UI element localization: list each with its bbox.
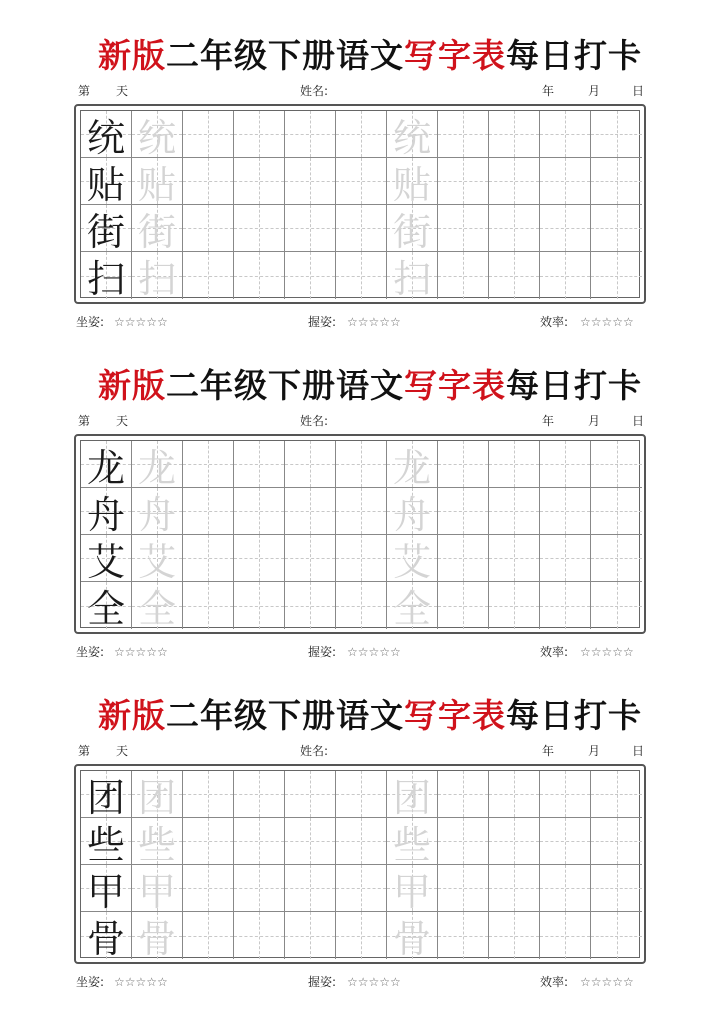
grid-cell[interactable] xyxy=(285,205,336,252)
writing-grid-frame xyxy=(74,434,646,634)
grid-cell[interactable] xyxy=(336,205,387,252)
grid-cell[interactable] xyxy=(183,441,234,488)
year-label: 年 xyxy=(542,744,555,758)
model-character: 龙 xyxy=(86,445,125,490)
grid-cell[interactable] xyxy=(132,818,183,865)
info-line xyxy=(0,413,720,429)
posture-label: 坐姿: xyxy=(76,315,105,329)
day-label: 日 xyxy=(632,744,645,758)
trace-character: 全 xyxy=(137,587,176,631)
section-title xyxy=(60,30,680,82)
trace-character: 扫 xyxy=(392,257,431,301)
grid-cell[interactable] xyxy=(540,252,591,299)
grid-cell[interactable] xyxy=(234,252,285,299)
grid-cell[interactable] xyxy=(336,771,387,818)
model-character: 街 xyxy=(86,209,125,254)
grid-cell[interactable] xyxy=(336,912,387,959)
model-character: 骨 xyxy=(86,917,125,961)
grid-cell[interactable] xyxy=(489,252,540,299)
grid-cell[interactable] xyxy=(183,535,234,582)
grid-cell[interactable] xyxy=(489,111,540,158)
grid-cell[interactable] xyxy=(540,582,591,629)
trace-character: 甲 xyxy=(137,869,176,914)
grid-cell[interactable] xyxy=(540,771,591,818)
grid-cell[interactable] xyxy=(591,771,642,818)
grid-cell[interactable] xyxy=(591,865,642,912)
day-label: 日 xyxy=(632,84,645,98)
grid-cell[interactable] xyxy=(81,865,132,912)
grid-cell[interactable] xyxy=(183,111,234,158)
grid-cell[interactable] xyxy=(387,158,438,205)
grid-cell[interactable] xyxy=(285,111,336,158)
grid-cell[interactable] xyxy=(285,818,336,865)
writing-grid xyxy=(80,770,640,961)
grid-cell[interactable] xyxy=(234,865,285,912)
grid-cell[interactable] xyxy=(540,488,591,535)
grid-cell[interactable] xyxy=(591,535,642,582)
grid-cell[interactable] xyxy=(285,865,336,912)
writing-grid xyxy=(80,110,640,301)
grid-cell[interactable] xyxy=(132,865,183,912)
star-rating[interactable]: ☆☆☆☆☆ xyxy=(114,975,168,989)
info-line xyxy=(0,83,720,99)
grid-cell[interactable] xyxy=(81,158,132,205)
grid-cell[interactable] xyxy=(489,582,540,629)
grid-cell[interactable] xyxy=(285,158,336,205)
title-part: 每日打卡 xyxy=(506,366,642,405)
trace-character: 统 xyxy=(392,115,431,160)
grid-cell[interactable] xyxy=(438,771,489,818)
grid-cell[interactable] xyxy=(285,535,336,582)
trace-character: 街 xyxy=(137,209,176,254)
trace-character: 艾 xyxy=(392,539,431,584)
title-part: 写字表 xyxy=(404,696,506,735)
grid-cell[interactable] xyxy=(438,158,489,205)
title-part: 每日打卡 xyxy=(506,696,642,735)
model-character: 甲 xyxy=(86,869,125,914)
grid-cell[interactable] xyxy=(234,205,285,252)
trace-character: 骨 xyxy=(137,917,176,961)
grid-cell[interactable] xyxy=(285,488,336,535)
section-title xyxy=(60,690,680,742)
grid-cell[interactable] xyxy=(489,865,540,912)
grid-cell[interactable] xyxy=(132,912,183,959)
grid-cell[interactable] xyxy=(234,912,285,959)
model-character: 艾 xyxy=(86,539,125,584)
grid-cell[interactable] xyxy=(540,158,591,205)
practice-section xyxy=(0,360,720,670)
grid-cell[interactable] xyxy=(81,535,132,582)
day-count-suffix: 天 xyxy=(116,84,129,98)
star-rating[interactable]: ☆☆☆☆☆ xyxy=(114,645,168,659)
grid-cell[interactable] xyxy=(591,488,642,535)
grid-cell[interactable] xyxy=(81,582,132,629)
grid-cell[interactable] xyxy=(132,771,183,818)
grid-cell[interactable] xyxy=(183,818,234,865)
grid-cell[interactable] xyxy=(336,865,387,912)
rating-footer xyxy=(0,644,720,660)
day-count-suffix: 天 xyxy=(116,414,129,428)
grid-cell[interactable] xyxy=(387,252,438,299)
info-line xyxy=(0,743,720,759)
grid-cell[interactable] xyxy=(438,912,489,959)
grid-cell[interactable] xyxy=(183,865,234,912)
grid-cell[interactable] xyxy=(387,535,438,582)
grid-cell[interactable] xyxy=(336,158,387,205)
trace-character: 些 xyxy=(392,822,431,867)
model-character: 扫 xyxy=(86,257,125,301)
grip-label: 握姿: xyxy=(308,975,337,989)
trace-character: 舟 xyxy=(137,492,176,537)
grid-cell[interactable] xyxy=(591,252,642,299)
title-part: 每日打卡 xyxy=(506,36,642,75)
grid-cell[interactable] xyxy=(183,582,234,629)
star-rating[interactable]: ☆☆☆☆☆ xyxy=(580,975,634,989)
title-part: 新版 xyxy=(98,366,166,405)
grid-cell[interactable] xyxy=(438,582,489,629)
star-rating[interactable]: ☆☆☆☆☆ xyxy=(580,315,634,329)
trace-character: 街 xyxy=(392,209,431,254)
grid-cell[interactable] xyxy=(489,205,540,252)
month-label: 月 xyxy=(588,84,601,98)
title-part: 二年级下册语文 xyxy=(166,36,404,75)
grid-cell[interactable] xyxy=(234,488,285,535)
title-part: 新版 xyxy=(98,696,166,735)
grid-cell[interactable] xyxy=(132,205,183,252)
grid-cell[interactable] xyxy=(132,488,183,535)
grid-cell[interactable] xyxy=(234,158,285,205)
grid-cell[interactable] xyxy=(540,441,591,488)
grid-cell[interactable] xyxy=(234,582,285,629)
trace-character: 团 xyxy=(137,775,176,820)
trace-character: 些 xyxy=(137,822,176,867)
grid-cell[interactable] xyxy=(234,111,285,158)
grid-cell[interactable] xyxy=(387,111,438,158)
grid-cell[interactable] xyxy=(81,252,132,299)
grid-cell[interactable] xyxy=(81,488,132,535)
grid-cell[interactable] xyxy=(336,111,387,158)
grid-cell[interactable] xyxy=(336,252,387,299)
day-count-prefix: 第 xyxy=(78,84,91,98)
title-part: 写字表 xyxy=(404,36,506,75)
title-part: 二年级下册语文 xyxy=(166,366,404,405)
grid-cell[interactable] xyxy=(438,865,489,912)
grid-cell[interactable] xyxy=(234,818,285,865)
efficiency-label: 效率: xyxy=(540,315,569,329)
grid-cell[interactable] xyxy=(387,582,438,629)
grid-cell[interactable] xyxy=(591,111,642,158)
trace-character: 舟 xyxy=(392,492,431,537)
model-character: 舟 xyxy=(86,492,125,537)
grid-cell[interactable] xyxy=(387,912,438,959)
efficiency-label: 效率: xyxy=(540,975,569,989)
trace-character: 扫 xyxy=(137,257,176,301)
grid-cell[interactable] xyxy=(438,205,489,252)
grid-cell[interactable] xyxy=(183,912,234,959)
grid-cell[interactable] xyxy=(132,111,183,158)
grid-cell[interactable] xyxy=(387,441,438,488)
grid-cell[interactable] xyxy=(81,441,132,488)
grid-cell[interactable] xyxy=(336,535,387,582)
grip-label: 握姿: xyxy=(308,315,337,329)
trace-character: 龙 xyxy=(392,445,431,490)
grid-cell[interactable] xyxy=(489,818,540,865)
model-character: 贴 xyxy=(86,162,125,207)
grid-cell[interactable] xyxy=(387,205,438,252)
grid-cell[interactable] xyxy=(438,111,489,158)
grid-cell[interactable] xyxy=(591,441,642,488)
trace-character: 贴 xyxy=(137,162,176,207)
grid-cell[interactable] xyxy=(81,771,132,818)
year-label: 年 xyxy=(542,84,555,98)
trace-character: 龙 xyxy=(137,445,176,490)
model-character: 些 xyxy=(86,822,125,867)
grid-cell[interactable] xyxy=(489,441,540,488)
grid-cell[interactable] xyxy=(336,488,387,535)
grid-cell[interactable] xyxy=(387,865,438,912)
grid-cell[interactable] xyxy=(132,441,183,488)
section-title xyxy=(60,360,680,412)
posture-label: 坐姿: xyxy=(76,975,105,989)
year-label: 年 xyxy=(542,414,555,428)
grid-cell[interactable] xyxy=(591,582,642,629)
grid-cell[interactable] xyxy=(540,818,591,865)
title-part: 写字表 xyxy=(404,366,506,405)
grid-cell[interactable] xyxy=(387,818,438,865)
grid-cell[interactable] xyxy=(183,205,234,252)
grid-cell[interactable] xyxy=(489,912,540,959)
grid-cell[interactable] xyxy=(81,912,132,959)
grid-cell[interactable] xyxy=(285,252,336,299)
writing-grid-frame xyxy=(74,764,646,964)
writing-grid xyxy=(80,440,640,631)
grid-cell[interactable] xyxy=(540,535,591,582)
grid-cell[interactable] xyxy=(132,252,183,299)
efficiency-label: 效率: xyxy=(540,645,569,659)
trace-character: 贴 xyxy=(392,162,431,207)
grid-cell[interactable] xyxy=(183,252,234,299)
star-rating[interactable]: ☆☆☆☆☆ xyxy=(347,975,401,989)
grid-cell[interactable] xyxy=(81,111,132,158)
grid-cell[interactable] xyxy=(285,441,336,488)
grid-cell[interactable] xyxy=(387,488,438,535)
grid-cell[interactable] xyxy=(438,252,489,299)
month-label: 月 xyxy=(588,414,601,428)
grid-cell[interactable] xyxy=(489,535,540,582)
grid-cell[interactable] xyxy=(234,535,285,582)
grid-cell[interactable] xyxy=(489,158,540,205)
grid-cell[interactable] xyxy=(132,158,183,205)
grid-cell[interactable] xyxy=(336,441,387,488)
star-rating[interactable]: ☆☆☆☆☆ xyxy=(347,315,401,329)
star-rating[interactable]: ☆☆☆☆☆ xyxy=(580,645,634,659)
grid-cell[interactable] xyxy=(234,771,285,818)
grid-cell[interactable] xyxy=(81,205,132,252)
name-label: 姓名: xyxy=(300,744,329,758)
grid-cell[interactable] xyxy=(438,488,489,535)
grid-cell[interactable] xyxy=(540,912,591,959)
grid-cell[interactable] xyxy=(183,158,234,205)
grid-cell[interactable] xyxy=(489,771,540,818)
grid-cell[interactable] xyxy=(183,488,234,535)
grid-cell[interactable] xyxy=(438,818,489,865)
grid-cell[interactable] xyxy=(591,912,642,959)
grid-cell[interactable] xyxy=(540,111,591,158)
grid-cell[interactable] xyxy=(285,771,336,818)
grid-cell[interactable] xyxy=(285,582,336,629)
trace-character: 艾 xyxy=(137,539,176,584)
model-character: 统 xyxy=(86,115,125,160)
grid-cell[interactable] xyxy=(183,771,234,818)
grid-cell[interactable] xyxy=(591,205,642,252)
grid-cell[interactable] xyxy=(540,205,591,252)
rating-footer xyxy=(0,314,720,330)
practice-section xyxy=(0,690,720,1000)
title-part: 新版 xyxy=(98,36,166,75)
grid-cell[interactable] xyxy=(336,582,387,629)
model-character: 全 xyxy=(86,587,125,631)
grid-cell[interactable] xyxy=(591,158,642,205)
day-count-suffix: 天 xyxy=(116,744,129,758)
rating-footer xyxy=(0,974,720,990)
posture-label: 坐姿: xyxy=(76,645,105,659)
practice-section xyxy=(0,30,720,340)
grid-cell[interactable] xyxy=(591,818,642,865)
trace-character: 统 xyxy=(137,115,176,160)
trace-character: 甲 xyxy=(392,869,431,914)
trace-character: 骨 xyxy=(392,917,431,961)
day-label: 日 xyxy=(632,414,645,428)
day-count-prefix: 第 xyxy=(78,414,91,428)
grid-cell[interactable] xyxy=(285,912,336,959)
grid-cell[interactable] xyxy=(132,535,183,582)
trace-character: 全 xyxy=(392,587,431,631)
grid-cell[interactable] xyxy=(438,535,489,582)
star-rating[interactable]: ☆☆☆☆☆ xyxy=(347,645,401,659)
name-label: 姓名: xyxy=(300,414,329,428)
day-count-prefix: 第 xyxy=(78,744,91,758)
month-label: 月 xyxy=(588,744,601,758)
writing-grid-frame xyxy=(74,104,646,304)
model-character: 团 xyxy=(86,775,125,820)
grip-label: 握姿: xyxy=(308,645,337,659)
grid-cell[interactable] xyxy=(438,441,489,488)
star-rating[interactable]: ☆☆☆☆☆ xyxy=(114,315,168,329)
title-part: 二年级下册语文 xyxy=(166,696,404,735)
grid-cell[interactable] xyxy=(336,818,387,865)
grid-cell[interactable] xyxy=(234,441,285,488)
name-label: 姓名: xyxy=(300,84,329,98)
grid-cell[interactable] xyxy=(132,582,183,629)
grid-cell[interactable] xyxy=(540,865,591,912)
grid-cell[interactable] xyxy=(489,488,540,535)
grid-cell[interactable] xyxy=(387,771,438,818)
trace-character: 团 xyxy=(392,775,431,820)
grid-cell[interactable] xyxy=(81,818,132,865)
